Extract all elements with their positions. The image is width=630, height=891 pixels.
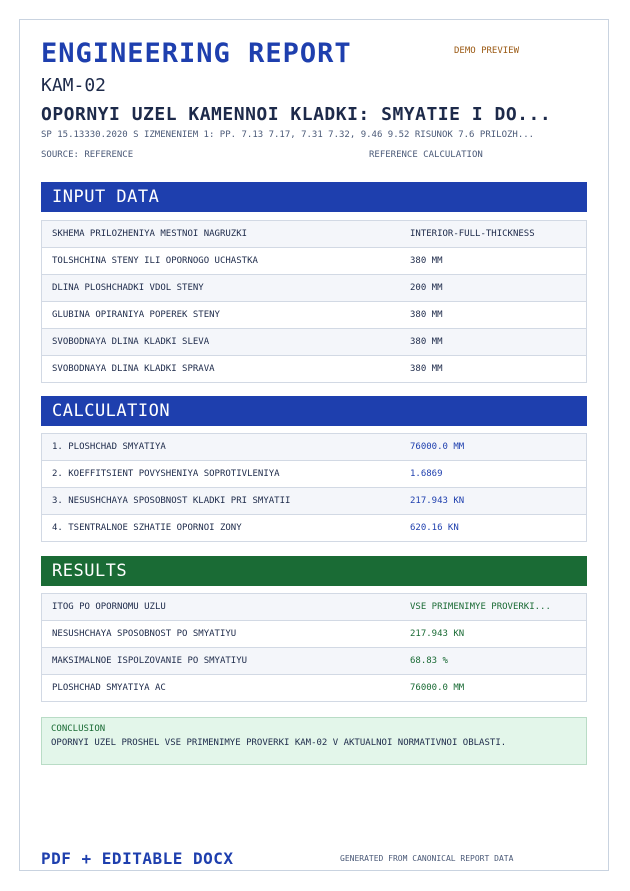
row-label: ITOG PO OPORNOMU UZLU	[52, 602, 166, 612]
norm-references: SP 15.13330.2020 S IZMENENIEM 1: PP. 7.13 7.17, 7.31 7.32, 9.46 9.52 RISUNOK 7.6 PRILOZH...	[41, 130, 535, 140]
row-label: GLUBINA OPIRANIYA POPEREK STENY	[52, 310, 220, 320]
row-value: 217.943 KN	[410, 496, 465, 506]
row-value: 76000.0 MM	[410, 683, 465, 693]
table-row	[42, 594, 586, 620]
report-heading: OPORNYI UZEL KAMENNOI KLADKI: SMYATIE I DO...	[41, 104, 552, 125]
row-value: 200 MM	[410, 283, 443, 293]
demo-preview-badge: DEMO PREVIEW	[454, 46, 520, 56]
row-label: MAKSIMALNOE ISPOLZOVANIE PO SMYATIYU	[52, 656, 248, 666]
table-row	[42, 487, 586, 514]
reference-calculation-label: REFERENCE CALCULATION	[369, 150, 483, 160]
row-label: 1. PLOSHCHAD SMYATIYA	[52, 442, 166, 452]
conclusion-label: CONCLUSION	[51, 724, 106, 734]
row-label: SKHEMA PRILOZHENIYA MESTNOI NAGRUZKI	[52, 229, 248, 239]
row-value: 1.6869	[410, 469, 443, 479]
export-formats-label: PDF + EDITABLE DOCX	[41, 849, 234, 868]
row-label: 4. TSENTRALNOE SZHATIE OPORNOI ZONY	[52, 523, 242, 533]
table-row	[42, 674, 586, 701]
table-row	[42, 274, 586, 301]
results-table	[41, 593, 587, 702]
row-value: VSE PRIMENIMYE PROVERKI...	[410, 602, 551, 612]
report-code: KAM-02	[41, 75, 107, 96]
row-label: TOLSHCHINA STENY ILI OPORNOGO UCHASTKA	[52, 256, 258, 266]
row-label: SVOBODNAYA DLINA KLADKI SLEVA	[52, 337, 210, 347]
row-label: NESUSHCHAYA SPOSOBNOST PO SMYATIYU	[52, 629, 237, 639]
report-title: ENGINEERING REPORT	[41, 38, 352, 69]
row-label: PLOSHCHAD SMYATIYA AC	[52, 683, 166, 693]
row-value: 76000.0 MM	[410, 442, 465, 452]
row-value: 380 MM	[410, 256, 443, 266]
report-page	[19, 19, 609, 871]
row-value: 620.16 KN	[410, 523, 459, 533]
row-value: 68.83 %	[410, 656, 448, 666]
source-label: SOURCE: REFERENCE	[41, 150, 134, 160]
table-row	[42, 434, 586, 460]
table-row	[42, 620, 586, 647]
row-value: 380 MM	[410, 310, 443, 320]
calculation-header: CALCULATION	[41, 396, 587, 426]
generated-note: GENERATED FROM CANONICAL REPORT DATA	[340, 854, 514, 863]
row-label: DLINA PLOSHCHADKI VDOL STENY	[52, 283, 204, 293]
table-row	[42, 647, 586, 674]
table-row	[42, 301, 586, 328]
conclusion-box	[41, 717, 587, 765]
row-label: SVOBODNAYA DLINA KLADKI SPRAVA	[52, 364, 215, 374]
calculation-table	[41, 433, 587, 542]
table-row	[42, 355, 586, 382]
input-data-header: INPUT DATA	[41, 182, 587, 212]
conclusion-text: OPORNYI UZEL PROSHEL VSE PRIMENIMYE PROVERKI KAM-02 V AKTUALNOI NORMATIVNOI OBLASTI.	[51, 738, 507, 748]
table-row	[42, 247, 586, 274]
table-row	[42, 460, 586, 487]
row-value: INTERIOR-FULL-THICKNESS	[410, 229, 535, 239]
row-value: 380 MM	[410, 364, 443, 374]
table-row	[42, 514, 586, 541]
table-row	[42, 221, 586, 247]
row-label: 2. KOEFFITSIENT POVYSHENIYA SOPROTIVLENIYA	[52, 469, 280, 479]
row-value: 380 MM	[410, 337, 443, 347]
table-row	[42, 328, 586, 355]
input-data-table	[41, 220, 587, 383]
results-header: RESULTS	[41, 556, 587, 586]
row-label: 3. NESUSHCHAYA SPOSOBNOST KLADKI PRI SMYATII	[52, 496, 291, 506]
row-value: 217.943 KN	[410, 629, 465, 639]
